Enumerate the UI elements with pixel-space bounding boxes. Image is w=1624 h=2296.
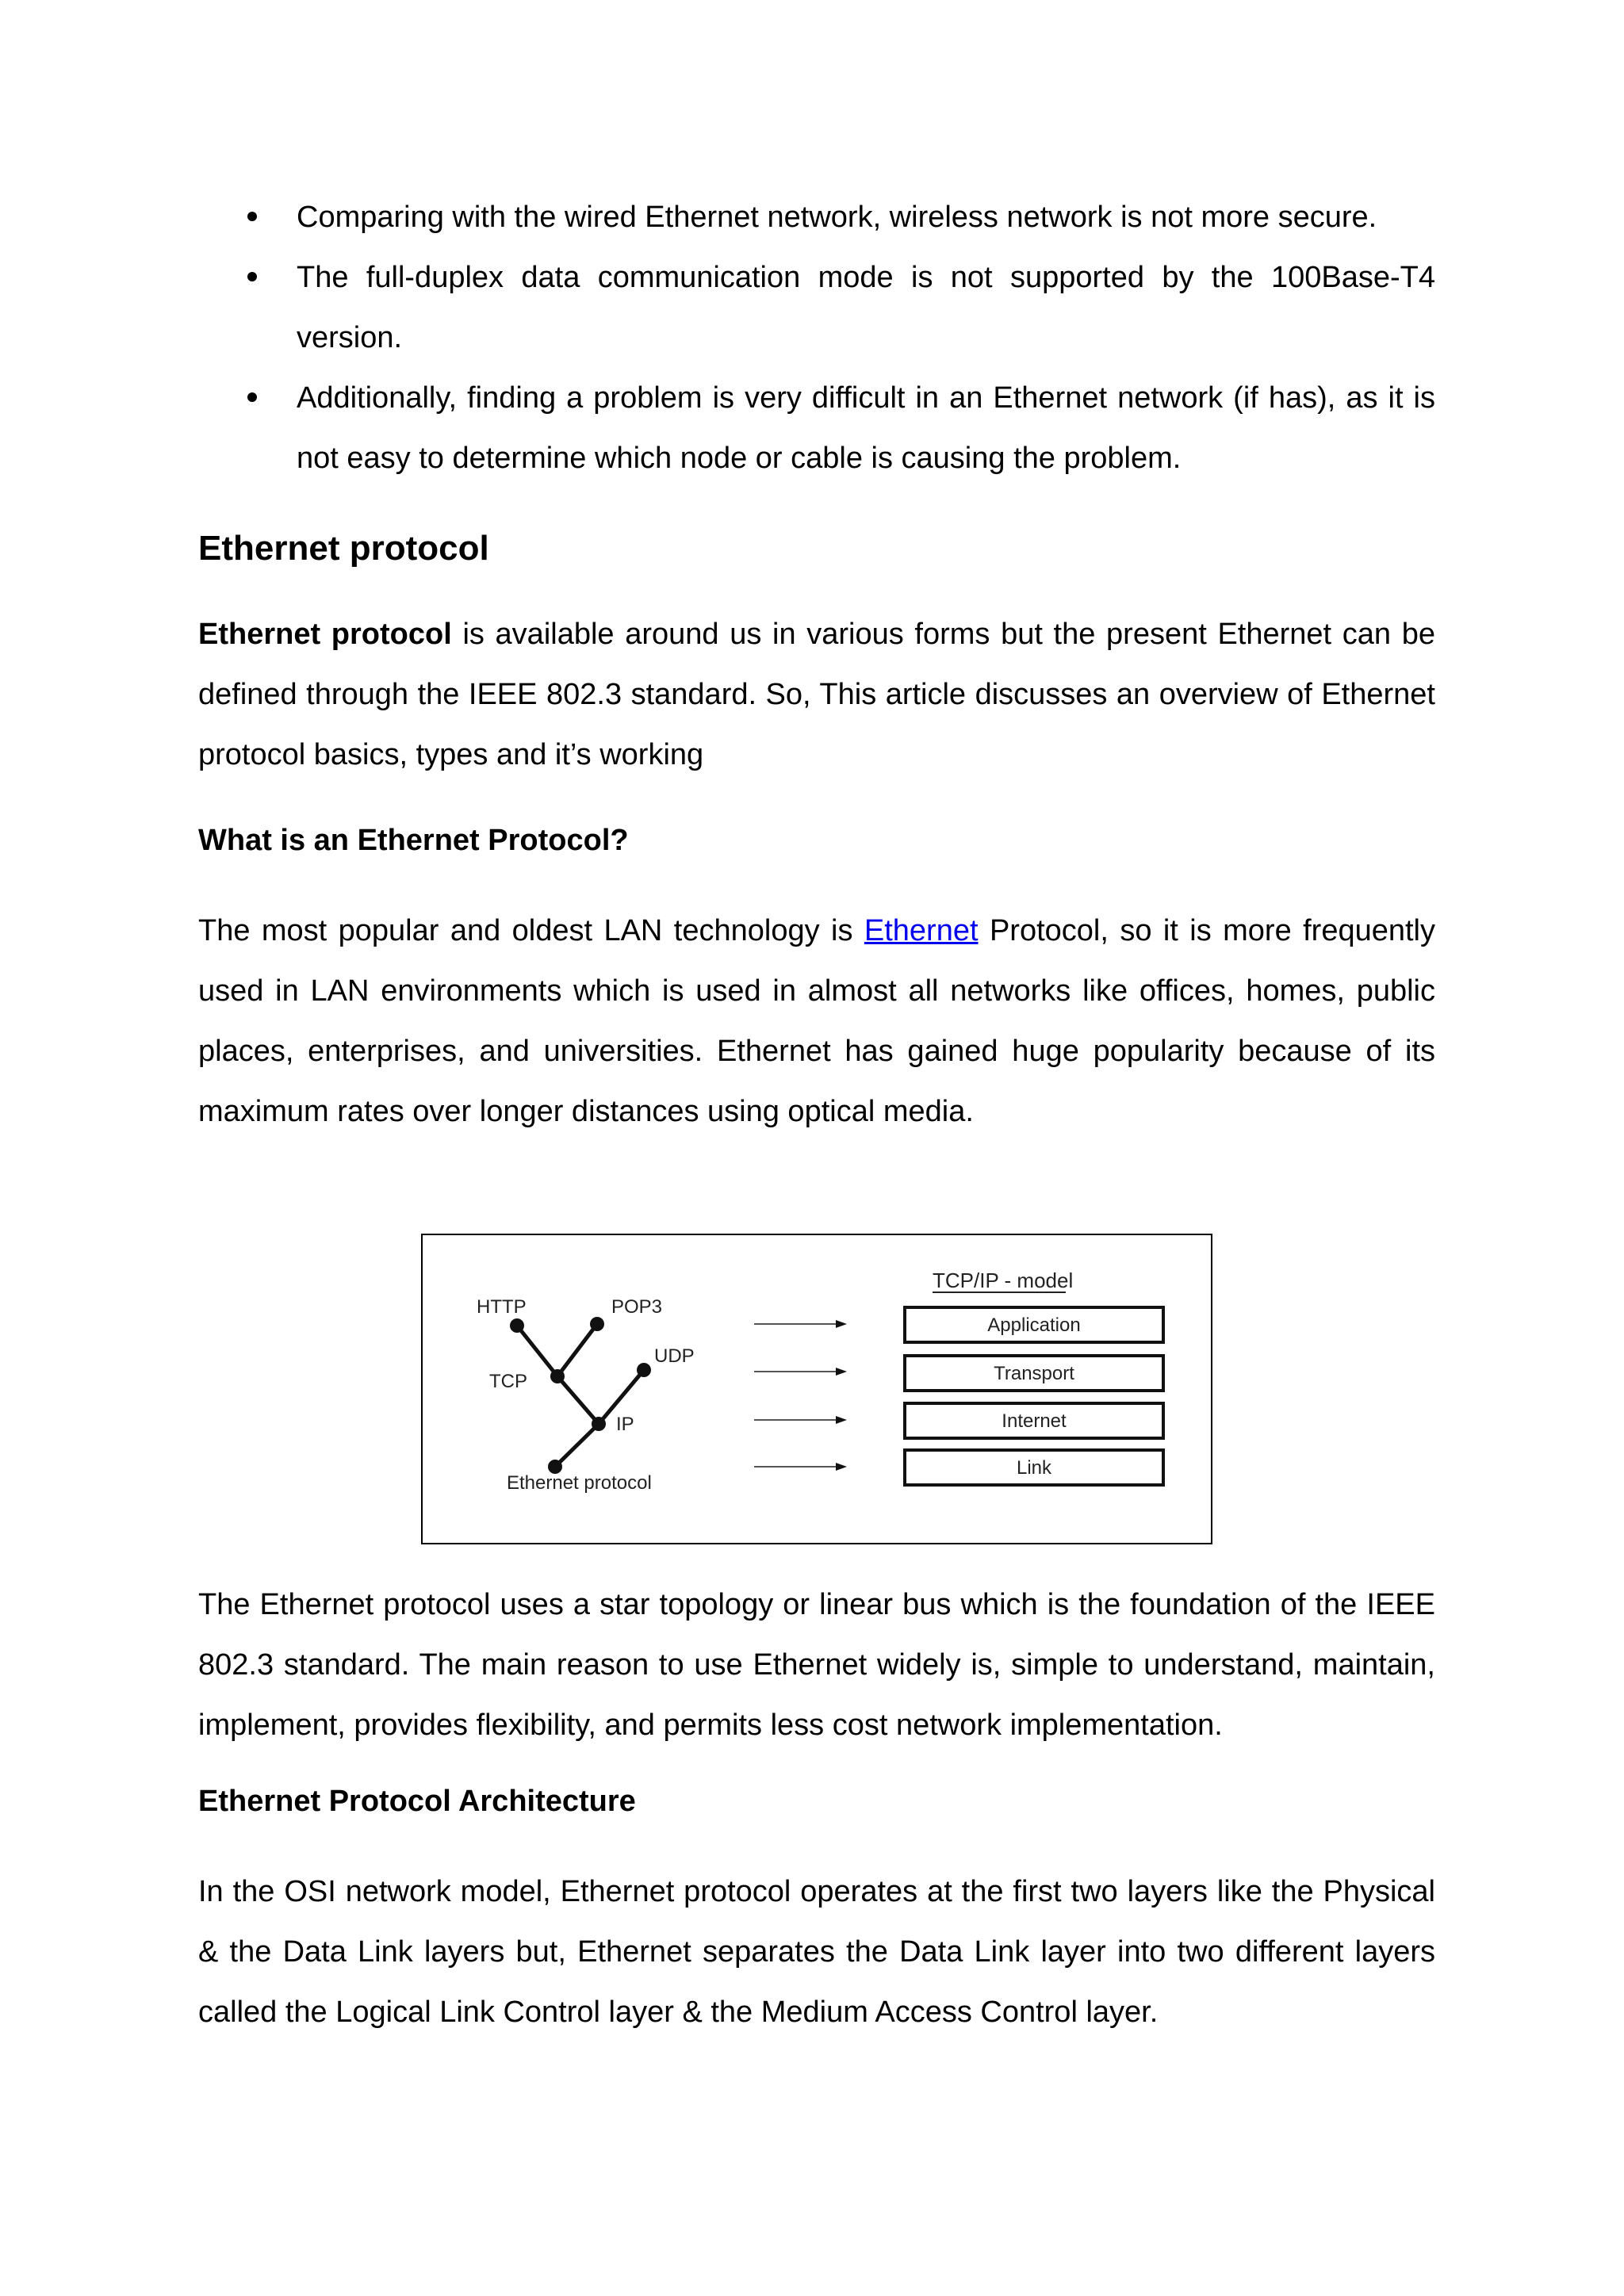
arrow-head-icon — [836, 1463, 847, 1471]
model-title: TCP/IP - model — [933, 1269, 1074, 1292]
list-item — [198, 368, 1435, 488]
intro-paragraph — [198, 604, 1435, 785]
list-item — [198, 187, 1435, 247]
intro-rest: is available around us in various forms but the present Ethernet can be defined through the IEEE 802.3 standard. So, This article discusses an overview of Ethernet protocol basics, types and it’s working — [198, 618, 1435, 771]
arrow-heads — [836, 1320, 847, 1471]
arrow-head-icon — [836, 1416, 847, 1424]
edge-ip-ethernet — [555, 1424, 599, 1467]
mapping-arrows — [754, 1324, 839, 1467]
document-page — [198, 187, 1435, 1142]
bullet-text: Additionally, finding a problem is very difficult in an Ethernet network (if has), as it is not easy to determine which node or cable is causing the problem. — [297, 381, 1435, 475]
layer-application: Application — [987, 1314, 1081, 1336]
tree-edges — [517, 1324, 644, 1467]
list-item — [198, 247, 1435, 368]
section-title: Ethernet protocol — [198, 529, 489, 568]
what-is-text-after: Protocol, so it is more frequently used in LAN environments which is used in almost all networks like offices, homes, public places, enterprises, and universities. Ethernet has gained huge popularity because of its maximum rates over longer distances using optical media. — [198, 914, 1435, 1128]
bullet-icon — [247, 212, 257, 221]
node-tcp — [550, 1369, 565, 1383]
tcp-ip-figure — [421, 1234, 1212, 1544]
label-http: HTTP — [477, 1296, 527, 1318]
label-pop3: POP3 — [611, 1296, 663, 1318]
arrow-head-icon — [836, 1368, 847, 1376]
what-is-paragraph — [198, 901, 1435, 1142]
arrow-head-icon — [836, 1320, 847, 1328]
bullet-text: The full-duplex data communication mode is not supported by the 100Base-T4 version. — [297, 261, 1435, 354]
bullet-icon — [247, 392, 257, 402]
label-tcp: TCP — [489, 1371, 527, 1392]
bullet-icon — [247, 272, 257, 281]
node-pop3 — [590, 1317, 604, 1331]
node-ip — [592, 1417, 606, 1431]
architecture-heading: Ethernet Protocol Architecture — [198, 1785, 636, 1818]
bullet-text: Comparing with the wired Ethernet network, wireless network is not more secure. — [297, 201, 1377, 234]
intro-bold-lead: Ethernet protocol — [198, 618, 452, 651]
architecture-paragraph: In the OSI network model, Ethernet protocol operates at the first two layers like the Physical & the Data Link layers but, Ethernet separates the Data Link layer into two different layers called the Logical Link Control layer & the Medium Access Control layer. — [198, 1875, 1435, 2029]
topology-paragraph: The Ethernet protocol uses a star topology or linear bus which is the foundation of the IEEE 802.3 standard. The main reason to use Ethernet widely is, simple to understand, maintain, implement, provides flexibility, and permits less cost network implementation. — [198, 1588, 1435, 1742]
what-is-text-before: The most popular and oldest LAN technology is — [198, 914, 864, 947]
document-page-lower — [198, 1575, 1435, 2042]
layer-link: Link — [1016, 1457, 1052, 1479]
node-http — [510, 1318, 524, 1333]
tcp-ip-diagram — [423, 1235, 1214, 1546]
label-ip: IP — [616, 1414, 634, 1435]
drawbacks-list — [198, 187, 1435, 488]
label-udp: UDP — [654, 1345, 695, 1367]
edge-tcp-ip — [557, 1376, 599, 1424]
edge-http-tcp — [517, 1326, 557, 1376]
edge-pop3-tcp — [557, 1324, 597, 1376]
layer-internet: Internet — [1002, 1410, 1067, 1432]
what-is-heading: What is an Ethernet Protocol? — [198, 824, 629, 857]
layer-transport: Transport — [994, 1363, 1074, 1384]
ethernet-link[interactable]: Ethernet — [864, 914, 979, 947]
node-udp — [637, 1363, 651, 1377]
label-ethernet: Ethernet protocol — [507, 1472, 652, 1494]
